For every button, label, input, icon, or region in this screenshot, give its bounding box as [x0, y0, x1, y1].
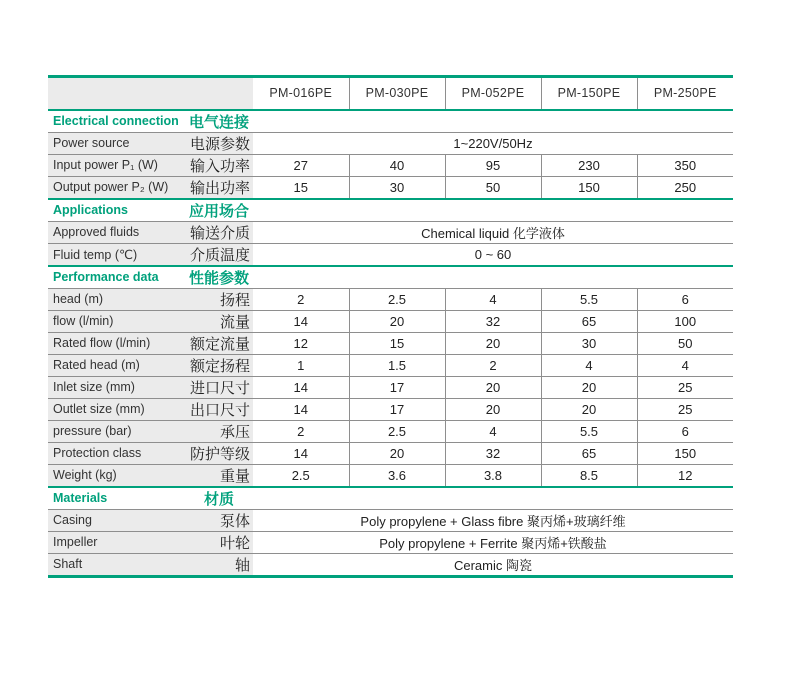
table-row	[48, 176, 733, 199]
row-value: 250	[637, 176, 733, 199]
table-row	[48, 132, 733, 154]
row-value: 95	[445, 154, 541, 176]
section-filler	[253, 487, 733, 510]
row-label-en: Approved fluids	[48, 221, 185, 243]
row-value: 14	[253, 376, 349, 398]
row-label-zh: 流量	[185, 310, 253, 332]
table-row	[48, 221, 733, 243]
row-value: 15	[253, 176, 349, 199]
row-label-zh: 额定扬程	[185, 354, 253, 376]
row-label-en: flow (l/min)	[48, 310, 185, 332]
row-label-en: Power source	[48, 132, 185, 154]
table-row	[48, 464, 733, 487]
section-title-en: Electrical connection	[48, 110, 185, 133]
row-value: 2.5	[253, 464, 349, 487]
section-title-en: Materials	[48, 487, 185, 510]
section-filler	[253, 110, 733, 133]
row-value: 2.5	[349, 288, 445, 310]
table-row	[48, 354, 733, 376]
row-value: 65	[541, 310, 637, 332]
row-value: 14	[253, 442, 349, 464]
row-label-zh: 额定流量	[185, 332, 253, 354]
section-row-applications	[48, 199, 733, 222]
row-label-zh: 介质温度	[185, 243, 253, 266]
row-value: 20	[349, 310, 445, 332]
row-value: 30	[541, 332, 637, 354]
table-row	[48, 310, 733, 332]
row-label-zh: 重量	[185, 464, 253, 487]
row-value: 150	[541, 176, 637, 199]
row-value: 8.5	[541, 464, 637, 487]
row-value: 17	[349, 398, 445, 420]
row-value: 12	[637, 464, 733, 487]
row-label-en: Impeller	[48, 531, 185, 553]
table-row	[48, 398, 733, 420]
section-filler	[253, 199, 733, 222]
row-label-zh: 承压	[185, 420, 253, 442]
row-value: 6	[637, 420, 733, 442]
row-value: 32	[445, 442, 541, 464]
model-header-row	[48, 77, 733, 110]
row-value: 25	[637, 376, 733, 398]
row-value: 20	[445, 398, 541, 420]
row-value: 2	[253, 288, 349, 310]
row-label-zh: 进口尺寸	[185, 376, 253, 398]
row-value: 3.6	[349, 464, 445, 487]
row-label-en: Input power P₁ (W)	[48, 154, 185, 176]
row-value: 65	[541, 442, 637, 464]
row-label-zh: 扬程	[185, 288, 253, 310]
row-label-en: Shaft	[48, 553, 185, 576]
row-value-span: Poly propylene + Glass fibre 聚丙烯+玻璃纤维	[253, 509, 733, 531]
section-title-zh: 材质	[185, 487, 253, 510]
section-row-materials	[48, 487, 733, 510]
section-row-electrical	[48, 110, 733, 133]
section-title-zh: 电气连接	[185, 110, 253, 133]
table-row	[48, 420, 733, 442]
table-row	[48, 509, 733, 531]
row-label-zh: 输出功率	[185, 176, 253, 199]
row-value: 350	[637, 154, 733, 176]
row-label-zh: 电源参数	[185, 132, 253, 154]
table-row	[48, 553, 733, 576]
row-value-span: Chemical liquid 化学液体	[253, 221, 733, 243]
row-label-en: Casing	[48, 509, 185, 531]
row-label-zh: 出口尺寸	[185, 398, 253, 420]
row-value: 50	[637, 332, 733, 354]
row-value: 20	[541, 398, 637, 420]
row-value: 2.5	[349, 420, 445, 442]
section-title-zh: 应用场合	[185, 199, 253, 222]
row-value: 27	[253, 154, 349, 176]
row-value-span: Ceramic 陶瓷	[253, 553, 733, 576]
table-row	[48, 332, 733, 354]
model-header: PM-150PE	[541, 77, 637, 110]
model-header: PM-052PE	[445, 77, 541, 110]
row-label-en: Weight (kg)	[48, 464, 185, 487]
row-value: 5.5	[541, 288, 637, 310]
pump-spec-table	[48, 75, 733, 578]
model-header: PM-250PE	[637, 77, 733, 110]
row-value: 2	[445, 354, 541, 376]
row-label-en: Protection class	[48, 442, 185, 464]
section-title-zh: 性能参数	[185, 266, 253, 289]
row-value: 230	[541, 154, 637, 176]
row-value-span: 0 ~ 60	[253, 243, 733, 266]
row-value: 1.5	[349, 354, 445, 376]
row-value: 5.5	[541, 420, 637, 442]
row-label-en: Inlet size (mm)	[48, 376, 185, 398]
row-value: 14	[253, 310, 349, 332]
row-value: 12	[253, 332, 349, 354]
row-value: 4	[445, 288, 541, 310]
row-value: 1	[253, 354, 349, 376]
row-label-en: Output power P₂ (W)	[48, 176, 185, 199]
row-label-zh: 输入功率	[185, 154, 253, 176]
row-label-en: Rated head (m)	[48, 354, 185, 376]
row-label-zh: 输送介质	[185, 221, 253, 243]
row-value: 150	[637, 442, 733, 464]
row-label-zh: 防护等级	[185, 442, 253, 464]
table-row	[48, 442, 733, 464]
row-value: 20	[349, 442, 445, 464]
section-row-performance	[48, 266, 733, 289]
row-value: 6	[637, 288, 733, 310]
row-label-en: Outlet size (mm)	[48, 398, 185, 420]
row-value-span: 1~220V/50Hz	[253, 132, 733, 154]
row-value: 100	[637, 310, 733, 332]
row-value: 32	[445, 310, 541, 332]
section-filler	[253, 266, 733, 289]
row-value: 20	[445, 332, 541, 354]
row-label-en: Fluid temp (℃)	[48, 243, 185, 266]
row-value: 4	[637, 354, 733, 376]
table-row	[48, 243, 733, 266]
row-label-zh: 叶轮	[185, 531, 253, 553]
row-value: 17	[349, 376, 445, 398]
row-value: 50	[445, 176, 541, 199]
row-label-en: head (m)	[48, 288, 185, 310]
row-label-zh: 泵体	[185, 509, 253, 531]
table-row	[48, 154, 733, 176]
model-header: PM-030PE	[349, 77, 445, 110]
table-row	[48, 288, 733, 310]
table-row	[48, 531, 733, 553]
row-value: 25	[637, 398, 733, 420]
model-header: PM-016PE	[253, 77, 349, 110]
section-title-en: Performance data	[48, 266, 185, 289]
row-value: 14	[253, 398, 349, 420]
header-blank-cell	[48, 77, 253, 110]
row-value: 20	[445, 376, 541, 398]
row-value: 15	[349, 332, 445, 354]
row-value: 4	[445, 420, 541, 442]
row-label-en: Rated flow (l/min)	[48, 332, 185, 354]
row-value: 3.8	[445, 464, 541, 487]
section-title-en: Applications	[48, 199, 185, 222]
row-value: 4	[541, 354, 637, 376]
row-label-zh: 轴	[185, 553, 253, 576]
row-value: 2	[253, 420, 349, 442]
row-value: 20	[541, 376, 637, 398]
row-label-en: pressure (bar)	[48, 420, 185, 442]
row-value: 30	[349, 176, 445, 199]
row-value-span: Poly propylene + Ferrite 聚丙烯+铁酸盐	[253, 531, 733, 553]
table-row	[48, 376, 733, 398]
row-value: 40	[349, 154, 445, 176]
